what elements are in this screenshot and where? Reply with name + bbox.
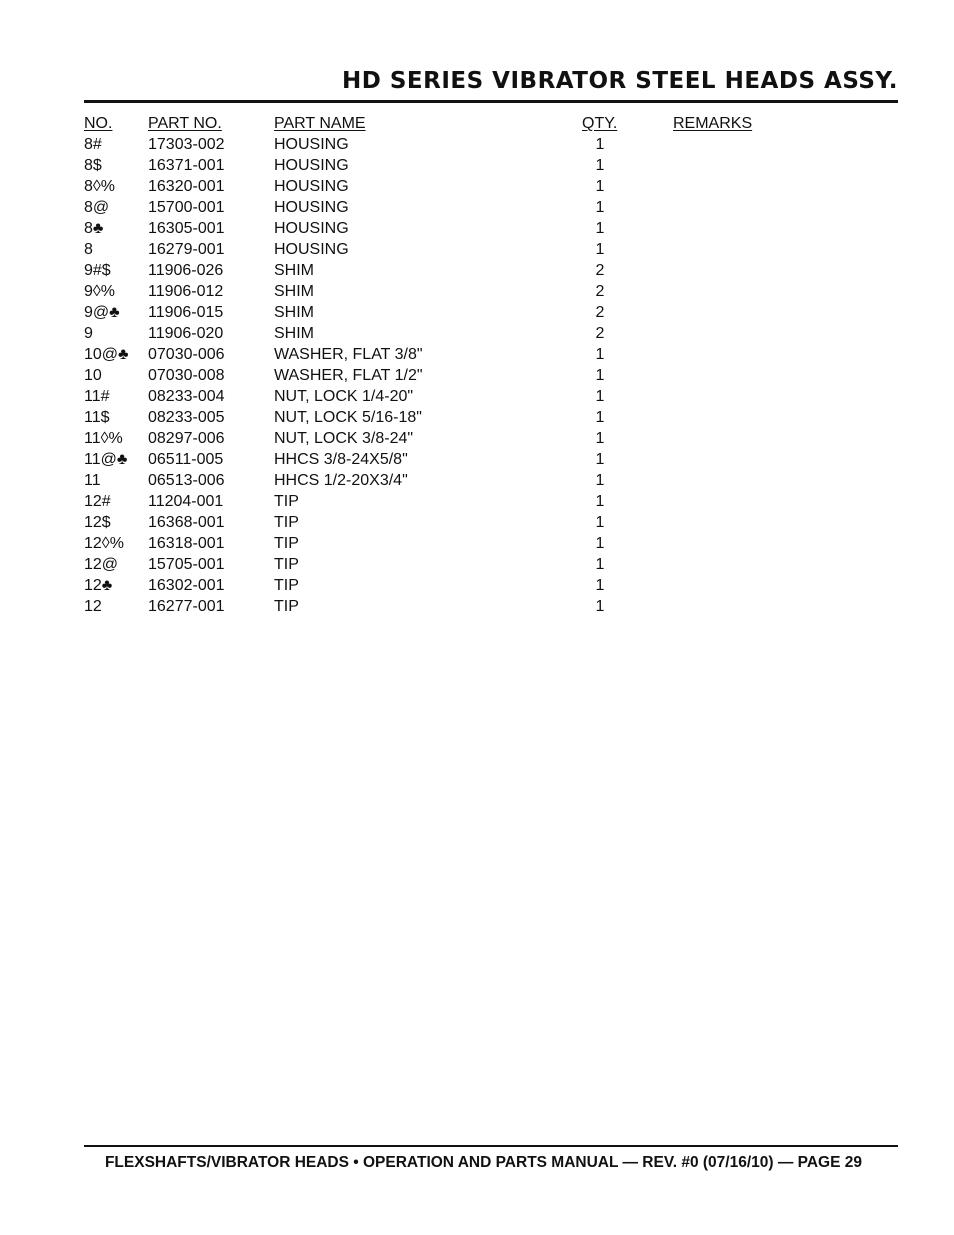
cell-no: 10@♣	[84, 346, 129, 363]
cell-no: 9◊%	[84, 283, 116, 300]
table-row	[84, 155, 898, 176]
cell-no: 12@	[84, 556, 119, 573]
cell-qty: 1	[595, 556, 605, 573]
cell-part-no: 16371-001	[148, 157, 225, 174]
cell-no: 12◊%	[84, 535, 124, 552]
cell-part-no: 15700-001	[148, 199, 225, 216]
cell-part-name: SHIM	[274, 283, 314, 300]
cell-qty: 2	[595, 262, 605, 279]
cell-no: 9#$	[84, 262, 111, 279]
cell-no: 10	[84, 367, 102, 384]
table-row	[84, 386, 898, 407]
table-row	[84, 218, 898, 239]
cell-part-no: 11906-012	[148, 283, 224, 300]
cell-part-name: HOUSING	[274, 136, 349, 153]
table-row	[84, 554, 898, 575]
cell-qty: 1	[595, 598, 605, 615]
cell-qty: 1	[595, 430, 605, 447]
cell-part-no: 16279-001	[148, 241, 225, 258]
cell-part-name: NUT, LOCK 3/8-24"	[274, 430, 414, 447]
cell-qty: 1	[595, 409, 605, 426]
cell-no: 12$	[84, 514, 111, 531]
cell-part-name: SHIM	[274, 304, 314, 321]
page-footer: FLEXSHAFTS/VIBRATOR HEADS • OPERATION AND PARTS MANUAL — REV. #0 (07/16/10) — PAGE 29	[104, 1154, 862, 1171]
cell-part-name: SHIM	[274, 262, 314, 279]
cell-part-name: NUT, LOCK 5/16-18"	[274, 409, 422, 426]
table-row	[84, 596, 898, 617]
table-row	[84, 365, 898, 386]
cell-qty: 1	[595, 493, 605, 510]
cell-qty: 1	[595, 241, 605, 258]
cell-part-no: 11906-020	[148, 325, 224, 342]
cell-part-no: 11906-015	[148, 304, 224, 321]
table-row	[84, 281, 898, 302]
cell-qty: 1	[595, 157, 605, 174]
cell-no: 9@♣	[84, 304, 120, 321]
table-row	[84, 470, 898, 491]
cell-no: 11	[84, 472, 101, 489]
table-row	[84, 428, 898, 449]
cell-qty: 1	[595, 451, 605, 468]
table-row	[84, 344, 898, 365]
cell-qty: 2	[595, 304, 605, 321]
table-header-row	[84, 113, 898, 134]
cell-part-name: NUT, LOCK 1/4-20"	[274, 388, 414, 405]
cell-no: 8♣	[84, 220, 104, 237]
parts-table	[84, 113, 898, 617]
cell-qty: 1	[595, 577, 605, 594]
cell-qty: 2	[595, 283, 605, 300]
cell-no: 8@	[84, 199, 110, 216]
cell-no: 8	[84, 241, 93, 258]
cell-no: 8◊%	[84, 178, 116, 195]
footer-rule	[84, 1145, 898, 1147]
cell-no: 11$	[84, 409, 110, 426]
cell-part-name: HOUSING	[274, 178, 349, 195]
table-row	[84, 176, 898, 197]
cell-part-no: 16277-001	[148, 598, 225, 615]
column-header-remarks: REMARKS	[673, 115, 753, 132]
cell-part-no: 08297-006	[148, 430, 225, 447]
cell-qty: 1	[595, 136, 605, 153]
cell-no: 12#	[84, 493, 111, 510]
cell-part-no: 06511-005	[148, 451, 224, 468]
cell-part-name: TIP	[274, 493, 299, 510]
cell-part-name: TIP	[274, 514, 299, 531]
cell-part-no: 07030-006	[148, 346, 225, 363]
table-row	[84, 260, 898, 281]
table-row	[84, 197, 898, 218]
column-header-part-name: PART NAME	[274, 115, 366, 132]
cell-part-no: 16305-001	[148, 220, 225, 237]
cell-part-no: 08233-005	[148, 409, 225, 426]
table-row	[84, 449, 898, 470]
cell-part-no: 16318-001	[148, 535, 225, 552]
cell-part-name: HHCS 3/8-24X5/8"	[274, 451, 408, 468]
column-header-part-no: PART NO.	[148, 115, 222, 132]
cell-no: 11#	[84, 388, 110, 405]
cell-part-name: HOUSING	[274, 220, 349, 237]
table-row	[84, 134, 898, 155]
cell-no: 9	[84, 325, 93, 342]
cell-part-name: HOUSING	[274, 199, 349, 216]
cell-part-no: 17303-002	[148, 136, 225, 153]
cell-part-name: HHCS 1/2-20X3/4"	[274, 472, 408, 489]
cell-no: 8#	[84, 136, 102, 153]
cell-part-no: 16302-001	[148, 577, 225, 594]
cell-qty: 1	[595, 367, 605, 384]
cell-part-no: 16368-001	[148, 514, 225, 531]
cell-part-name: WASHER, FLAT 1/2"	[274, 367, 423, 384]
cell-part-no: 11906-026	[148, 262, 224, 279]
column-header-qty: QTY.	[582, 115, 618, 132]
cell-part-no: 06513-006	[148, 472, 225, 489]
cell-qty: 1	[595, 199, 605, 216]
cell-part-name: SHIM	[274, 325, 314, 342]
table-row	[84, 407, 898, 428]
cell-part-no: 11204-001	[148, 493, 224, 510]
cell-qty: 1	[595, 346, 605, 363]
cell-no: 8$	[84, 157, 102, 174]
table-row	[84, 323, 898, 344]
cell-part-name: HOUSING	[274, 157, 349, 174]
cell-part-name: HOUSING	[274, 241, 349, 258]
cell-no: 11@♣	[84, 451, 128, 468]
cell-no: 12♣	[84, 577, 113, 594]
cell-part-name: TIP	[274, 535, 299, 552]
column-header-no: NO.	[84, 115, 113, 132]
table-row	[84, 239, 898, 260]
cell-qty: 1	[595, 178, 605, 195]
table-row	[84, 533, 898, 554]
table-row	[84, 512, 898, 533]
table-row	[84, 491, 898, 512]
cell-no: 12	[84, 598, 102, 615]
cell-part-no: 15705-001	[148, 556, 225, 573]
page-title: HD SERIES VIBRATOR STEEL HEADS ASSY.	[342, 68, 898, 94]
cell-no: 11◊%	[84, 430, 123, 447]
cell-part-no: 16320-001	[148, 178, 225, 195]
cell-qty: 1	[595, 472, 605, 489]
table-row	[84, 575, 898, 596]
cell-qty: 2	[595, 325, 605, 342]
cell-qty: 1	[595, 514, 605, 531]
cell-part-name: WASHER, FLAT 3/8"	[274, 346, 423, 363]
cell-qty: 1	[595, 220, 605, 237]
cell-part-name: TIP	[274, 556, 299, 573]
cell-part-name: TIP	[274, 577, 299, 594]
title-rule	[84, 100, 898, 103]
cell-part-no: 08233-004	[148, 388, 225, 405]
cell-qty: 1	[595, 388, 605, 405]
cell-part-no: 07030-008	[148, 367, 225, 384]
table-row	[84, 302, 898, 323]
cell-part-name: TIP	[274, 598, 299, 615]
table-body	[84, 134, 898, 617]
cell-qty: 1	[595, 535, 605, 552]
